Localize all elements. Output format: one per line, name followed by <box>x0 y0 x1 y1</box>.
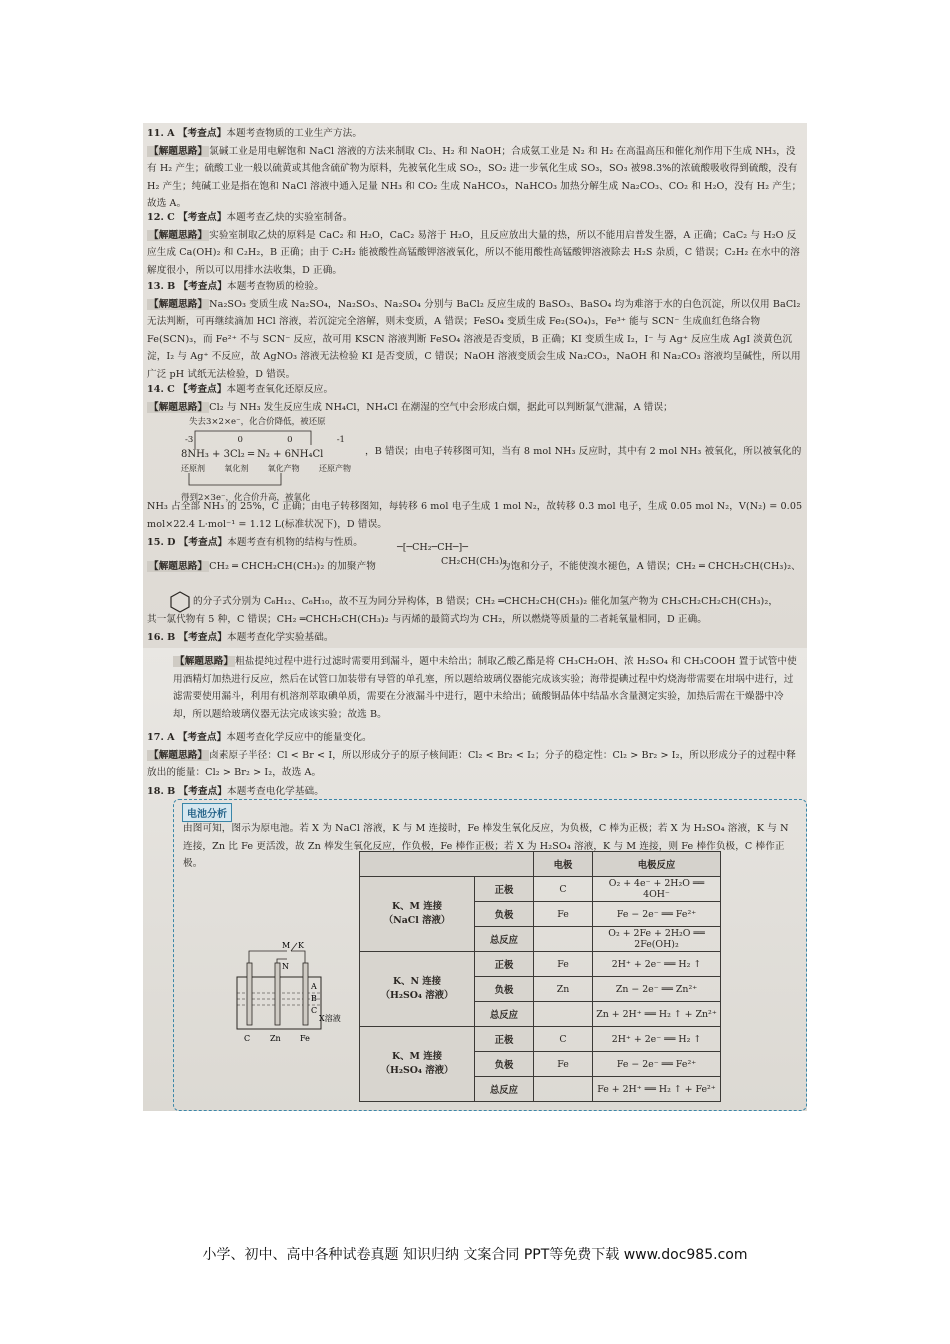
question-17 <box>147 729 803 782</box>
label-A: A <box>311 982 317 991</box>
row-electrode: Fe <box>534 952 593 977</box>
q16-answer: B <box>167 632 176 643</box>
group-1-label: K、M 连接 （NaCl 溶液） <box>360 877 475 952</box>
row-reaction: O₂ + 4e⁻ + 2H₂O ══ 4OH⁻ <box>593 877 721 902</box>
q12-tag: 【考查点】 <box>178 212 227 223</box>
reaction-equation: 8NH₃ + 3Cl₂ ═ N₂ + 6NH₄Cl <box>181 449 324 460</box>
polymer-chain: ─[─CH₂─CH─]─ <box>397 542 468 553</box>
q17-number: 17. <box>147 732 164 743</box>
q13-point: 本题考查物质的检验。 <box>227 281 324 292</box>
cyclohexene-ring-icon <box>169 591 191 613</box>
label-N: N <box>282 962 289 971</box>
q11-tag: 【考查点】 <box>177 128 227 139</box>
q15-tag: 【考查点】 <box>178 537 228 548</box>
row-reaction: Zn − 2e⁻ ══ Zn²⁺ <box>593 977 721 1002</box>
label-K: K <box>298 941 304 950</box>
electron-transfer-diagram <box>181 415 351 503</box>
arrow-bottom-label: 得到2×3e⁻，化合价升高，被氧化 <box>181 493 311 503</box>
question-12 <box>147 209 803 279</box>
q16-reason-tag: 【解题思路】 <box>175 656 234 667</box>
q12-point: 本题考查乙炔的实验室制备。 <box>226 212 353 223</box>
row-role: 总反应 <box>475 927 534 952</box>
q18-tag: 【考查点】 <box>178 786 227 797</box>
label-B: B <box>311 994 317 1003</box>
row-role: 负极 <box>475 1052 534 1077</box>
galvanic-cell-diagram <box>227 939 347 1049</box>
role-2: 氧化剂 <box>224 464 249 473</box>
label-M: M <box>282 941 291 950</box>
row-electrode: Fe <box>534 1052 593 1077</box>
row-role: 负极 <box>475 902 534 927</box>
q12-answer: C <box>167 212 175 223</box>
row-reaction: 2H⁺ + 2e⁻ ══ H₂ ↑ <box>593 1027 721 1052</box>
q13-tag: 【考查点】 <box>178 281 227 292</box>
row-role: 总反应 <box>475 1002 534 1027</box>
table-row <box>360 952 721 977</box>
q12-reason-tag: 【解题思路】 <box>149 229 208 241</box>
q15-after-polymer: 为饱和分子，不能使溴水褪色，A 错误；CH₂ ═ CHCH₂CH(CH₃)₂、 <box>501 561 801 572</box>
q14-reason: Cl₂ 与 NH₃ 发生反应生成 NH₄Cl，NH₄Cl 在潮湿的空气中会形成白烟，据此可以判断氯气泄漏，A 错误； <box>209 401 673 413</box>
q17-reason-tag: 【解题思路】 <box>149 749 208 761</box>
row-electrode: C <box>534 877 593 902</box>
q16-reason-block <box>173 653 803 723</box>
oxidation-states <box>185 435 345 445</box>
q15-line3: 其一氯代物有 5 种，C 错误；CH₂ ═CHCH₂CH(CH₃)₂ 与丙烯的最简式均为 CH₂，所以燃烧等质量的二者耗氧量相同，D 正确。 <box>147 614 707 625</box>
q16-tag: 【考查点】 <box>178 632 227 643</box>
q15-reason: CH₂ ═ CHCH₂CH(CH₃)₂ 的加聚产物 <box>209 561 376 572</box>
group-2-label: K、N 连接 （H₂SO₄ 溶液） <box>360 952 475 1027</box>
electrode-reaction-table <box>359 851 721 1102</box>
q15-point: 本题考查有机物的结构与性质。 <box>227 537 363 548</box>
page-footer: 小学、初中、高中各种试卷真题 知识归纳 文案合同 PPT等免费下载 www.doc985.com <box>202 1247 748 1263</box>
q16-point: 本题考查化学实验基础。 <box>227 632 334 643</box>
q13-number: 13. <box>147 281 164 292</box>
header-blank <box>360 852 534 877</box>
battery-analysis-title: 电池分析 <box>182 803 232 822</box>
q13-reason: Na₂SO₃ 变质生成 Na₂SO₄，Na₂SO₃、Na₂SO₄ 分别与 BaCl₂ 反应生成的 BaSO₃、BaSO₄ 均为难溶于水的白色沉淀，所以仅用 BaCl₂ 无法判断，可再继续滴加 HCl 溶液，若沉淀完全溶解，则未变质，A 错误；FeSO₄ 变质生成 Fe₂(SO₄)₃，Fe³⁺ 能与 SCN⁻ 生成血红色络合物 Fe(SCN)₃，而 Fe²⁺ 不与 SCN⁻ 反应，故可用 KSCN 溶液判断 FeSO₄ 溶液是否变质，B 正确；KI 变质生成 I₂，I⁻ 与 Ag⁺ 反应生成 AgI 淡黄色沉淀，I₂ 与 Ag⁺ 不反应，故 AgNO₃ 溶液无法检验 KI 是否变质，C 错误；NaOH 溶液变质会生成 Na₂CO₃，NaOH 和 Na₂CO₃ 溶液均呈碱性，所以用广泛 pH 试纸无法检验，D 错误。 <box>147 298 801 380</box>
scanned-page <box>143 123 807 1111</box>
ox-state-1: -3 <box>185 435 194 445</box>
label-Zn-electrode: Zn <box>270 1034 281 1043</box>
header-electrode: 电极 <box>534 852 593 877</box>
ox-state-2: 0 <box>237 435 243 445</box>
row-electrode: C <box>534 1027 593 1052</box>
arrow-top-label: 失去3×2×e⁻，化合价降低，被还原 <box>189 417 326 427</box>
question-16-head <box>147 629 803 647</box>
row-electrode <box>534 1002 593 1027</box>
q18-number: 18. <box>147 786 164 797</box>
q18-answer: B <box>167 786 176 797</box>
table-header-row <box>360 852 721 877</box>
header-reaction: 电极反应 <box>593 852 721 877</box>
q11-point: 本题考查物质的工业生产方法。 <box>226 128 363 139</box>
role-labels <box>181 463 351 474</box>
row-reaction: 2H⁺ + 2e⁻ ══ H₂ ↑ <box>593 952 721 977</box>
role-4: 还原产物 <box>318 464 351 473</box>
table-row <box>360 877 721 902</box>
q17-tag: 【考查点】 <box>177 732 227 743</box>
role-3: 氧化产物 <box>267 464 300 473</box>
question-11 <box>147 125 803 213</box>
question-14 <box>147 381 803 416</box>
polymer-sidechain: CH₂CH(CH₃)₂ <box>441 556 507 567</box>
row-role: 正极 <box>475 877 534 902</box>
question-13 <box>147 278 803 383</box>
q16-reason: 粗盐提纯过程中进行过滤时需要用到漏斗，题中未给出；制取乙酸乙酯是将 CH₃CH₂OH、浓 H₂SO₄ 和 CH₃COOH 置于试管中使用酒精灯加热进行反应，然后在试管口加装带有导管的单孔塞，所以题给玻璃仪器能完成该实验；海带提碘过程中灼烧海带需要在坩埚中进行，过滤需要使用漏斗，利用有机溶剂萃取碘单质，需要在分液漏斗中进行，题中未给出；硫酸铜晶体中结晶水含量测定实验，加热后需在干燥器中冷却，所以题给玻璃仪器无法完成该实验；故选 B。 <box>173 656 797 720</box>
row-reaction: Fe − 2e⁻ ══ Fe²⁺ <box>593 902 721 927</box>
q15-reason-tag: 【解题思路】 <box>149 561 208 572</box>
q14-answer: C <box>167 384 175 395</box>
table-row <box>360 1027 721 1052</box>
label-C-point: C <box>311 1006 318 1015</box>
q13-reason-tag: 【解题思路】 <box>149 298 208 310</box>
question-18-head <box>147 783 803 801</box>
row-role: 负极 <box>475 977 534 1002</box>
q11-reason-tag: 【解题思路】 <box>149 145 208 157</box>
q16-number: 16. <box>147 632 164 643</box>
label-C-electrode: C <box>244 1034 251 1043</box>
row-electrode: Fe <box>534 902 593 927</box>
q14-after-equation: ，B 错误；由电子转移图可知，当有 8 mol NH₃ 反应时，其中有 2 mol NH₃ 被氧化，所以被氧化的 <box>365 446 802 457</box>
q14-number: 14. <box>147 384 164 395</box>
ox-state-3: 0 <box>287 435 293 445</box>
q15-number: 15. <box>147 537 164 548</box>
row-electrode <box>534 927 593 952</box>
q11-answer: A <box>167 128 175 139</box>
row-reaction: Fe + 2H⁺ ══ H₂ ↑ + Fe²⁺ <box>593 1077 721 1102</box>
group-3-label: K、M 连接 （H₂SO₄ 溶液） <box>360 1027 475 1102</box>
q15-answer: D <box>167 537 176 548</box>
row-electrode: Zn <box>534 977 593 1002</box>
q12-reason: 实验室制取乙炔的原料是 CaC₂ 和 H₂O，CaC₂ 易溶于 H₂O，且反应放出大量的热，所以不能用启普发生器，A 正确；CaC₂ 与 H₂O 反应生成 Ca(OH)₂ 和 C₂H₂，B 正确；由于 C₂H₂ 能被酸性高锰酸钾溶液氧化，所以不能用酸性高锰酸钾溶液除去 H₂S 杂质，C 错误；C₂H₂ 在水中的溶解度很小，所以可以用排水法收集，D 正确。 <box>147 229 800 276</box>
q11-number: 11. <box>147 128 164 139</box>
row-reaction: O₂ + 2Fe + 2H₂O ══ 2Fe(OH)₂ <box>593 927 721 952</box>
ox-state-4: -1 <box>336 435 345 445</box>
row-role: 正极 <box>475 1027 534 1052</box>
row-role: 正极 <box>475 952 534 977</box>
q11-reason: 氯碱工业是用电解饱和 NaCl 溶液的方法来制取 Cl₂、H₂ 和 NaOH；合成氨工业是 N₂ 和 H₂ 在高温高压和催化剂作用下生成 NH₃，没有 H₂ 产生；硫酸工业一般以硫黄或其他含硫矿物为原料，先被氧化生成 SO₂，SO₂ 进一步氧化生成 SO₃，SO₃ 被98.3%的浓硫酸吸收得到硫酸，没有 H₂ 产生；纯碱工业是指在饱和 NaCl 溶液中通入足量 NH₃ 和 CO₂ 生成 NaHCO₃，NaHCO₃ 加热分解生成 Na₂CO₃、CO₂ 和 H₂O，没有 H₂ 产生；故选 A。 <box>147 145 802 209</box>
battery-analysis-text: 由图可知，图示为原电池。若 X 为 NaCl 溶液，K 与 M 连接时，Fe 棒发生氧化反应，为负极，C 棒为正极；若 X 为 H₂SO₄ 溶液，K 与 N 连接，Zn 比 Fe 更活泼，故 Zn 棒发生氧化反应，作负极，Fe 棒作正极；若 X 为 H₂SO₄ 溶液，K 与 M 连接，则 Fe 棒作负极，C 棒作正极。 <box>183 823 789 869</box>
row-reaction: Fe − 2e⁻ ══ Fe²⁺ <box>593 1052 721 1077</box>
label-X-solution: X溶液 <box>319 1014 341 1023</box>
q14-tail: NH₃ 占全部 NH₃ 的 25%，C 正确；由电子转移图知，每转移 6 mol 电子生成 1 mol N₂，故转移 0.3 mol 电子，生成 0.05 mol N₂，V(N₂) = 0.05 mol×22.4 L·mol⁻¹ = 1.12 L(标准状况下)，D 错误。 <box>147 501 803 530</box>
q17-point: 本题考查化学反应中的能量变化。 <box>226 732 372 743</box>
q17-reason: 卤素原子半径：Cl < Br < I，所以形成分子的原子核间距：Cl₂ < Br₂ < I₂；分子的稳定性：Cl₂ > Br₂ > I₂，所以形成分子的过程中释放出的能量：Cl₂ > Br₂ > I₂，故选 A。 <box>147 749 796 778</box>
q18-point: 本题考查电化学基础。 <box>227 786 324 797</box>
row-role: 总反应 <box>475 1077 534 1102</box>
q15-line2: 的分子式分别为 C₆H₁₂、C₆H₁₀，故不互为同分异构体，B 错误；CH₂ ═CHCH₂CH(CH₃)₂ 催化加氢产物为 CH₃CH₂CH₂CH(CH₃)₂， <box>193 596 779 607</box>
role-1: 还原剂 <box>181 464 205 473</box>
q14-reason-tag: 【解题思路】 <box>149 401 208 413</box>
q17-answer: A <box>167 732 175 743</box>
label-Fe-electrode: Fe <box>300 1034 310 1043</box>
row-reaction: Zn + 2H⁺ ══ H₂ ↑ + Zn²⁺ <box>593 1002 721 1027</box>
q14-point: 本题考查氧化还原反应。 <box>226 384 334 395</box>
row-electrode <box>534 1077 593 1102</box>
q14-tag: 【考查点】 <box>178 384 227 395</box>
q13-answer: B <box>167 281 176 292</box>
q12-number: 12. <box>147 212 164 223</box>
